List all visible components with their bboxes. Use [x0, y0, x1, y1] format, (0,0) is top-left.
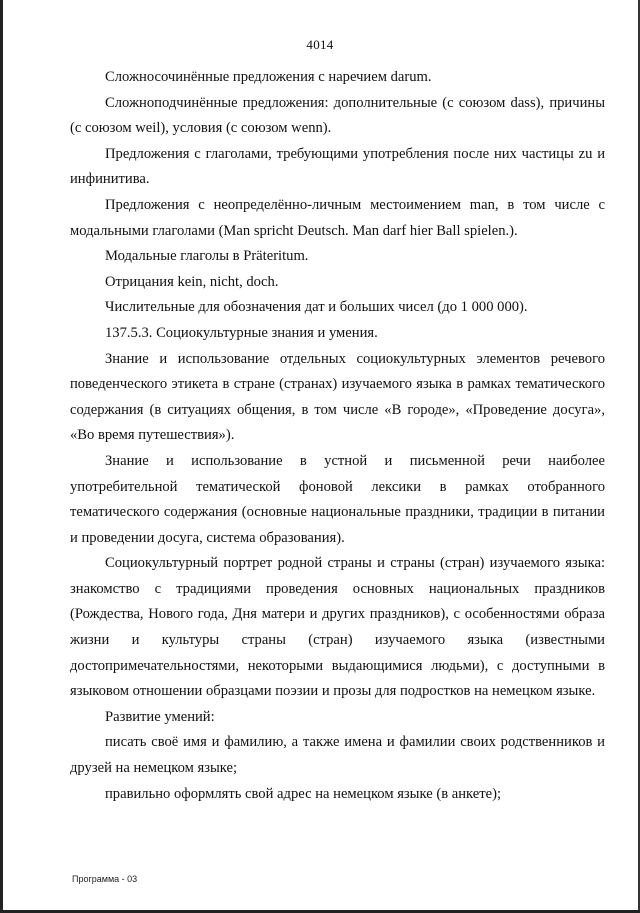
paragraph: Сложноподчинённые предложения: дополнительные (с союзом dass), причины (с союзом weil), условия (с союзом wenn).: [70, 94, 605, 137]
paragraph: Числительные для обозначения дат и больших чисел (до 1 000 000).: [105, 299, 528, 316]
paragraph: Предложения с глаголами, требующими употребления после них частицы zu и инфинитива.: [70, 145, 605, 188]
paragraph: Знание и использование отдельных социокультурных элементов речевого поведенческого этикета в стране (странах) изучаемого языка в рамках тематического содержания (в ситуациях общения, в том числе «В городе», «Проведение досуга», «Во время путешествия»).: [70, 350, 605, 444]
paragraph: правильно оформлять свой адрес на немецком языке (в анкете);: [105, 785, 501, 802]
paragraph: Модальные глаголы в Präteritum.: [105, 248, 309, 265]
paragraph: Предложения с неопределённо-личным местоимением man, в том числе с модальными глаголами (Man spricht Deutsch. Man darf hier Ball spielen.).: [70, 196, 605, 239]
paragraph: Знание и использование в устной и письменной речи наиболее употребительной тематической фоновой лексики в рамках отобранного тематического содержания (основные национальные праздники, традиции в питании и проведении досуга, система образования).: [70, 452, 605, 546]
footer-label: Программа - 03: [72, 874, 138, 884]
paragraph: писать своё имя и фамилию, а также имена и фамилии своих родственников и друзей на немецком языке;: [70, 734, 605, 777]
paragraph: Сложносочинённые предложения с наречием darum.: [105, 69, 432, 85]
section-heading: 137.5.3. Социокультурные знания и умения.: [105, 324, 378, 341]
paragraph: Отрицания kein, nicht, doch.: [105, 273, 279, 290]
document-body: [70, 65, 605, 807]
page-number: 4014: [306, 37, 334, 52]
paragraph: Развитие умений:: [105, 708, 215, 725]
paragraph: Социокультурный портрет родной страны и страны (стран) изучаемого языка: знакомство с традициями проведения основных национальных праздников (Рождества, Нового года, Дня матери и других праздников), с особенностями образа жизни и культуры страны (стран) изучаемого языка (известными достопримечательностями, некоторыми выдающимися людьми), с доступными в языковом отношении образцами поэзии и прозы для подростков на немецком языке.: [70, 555, 605, 700]
scan-edge-left: [0, 0, 3, 913]
